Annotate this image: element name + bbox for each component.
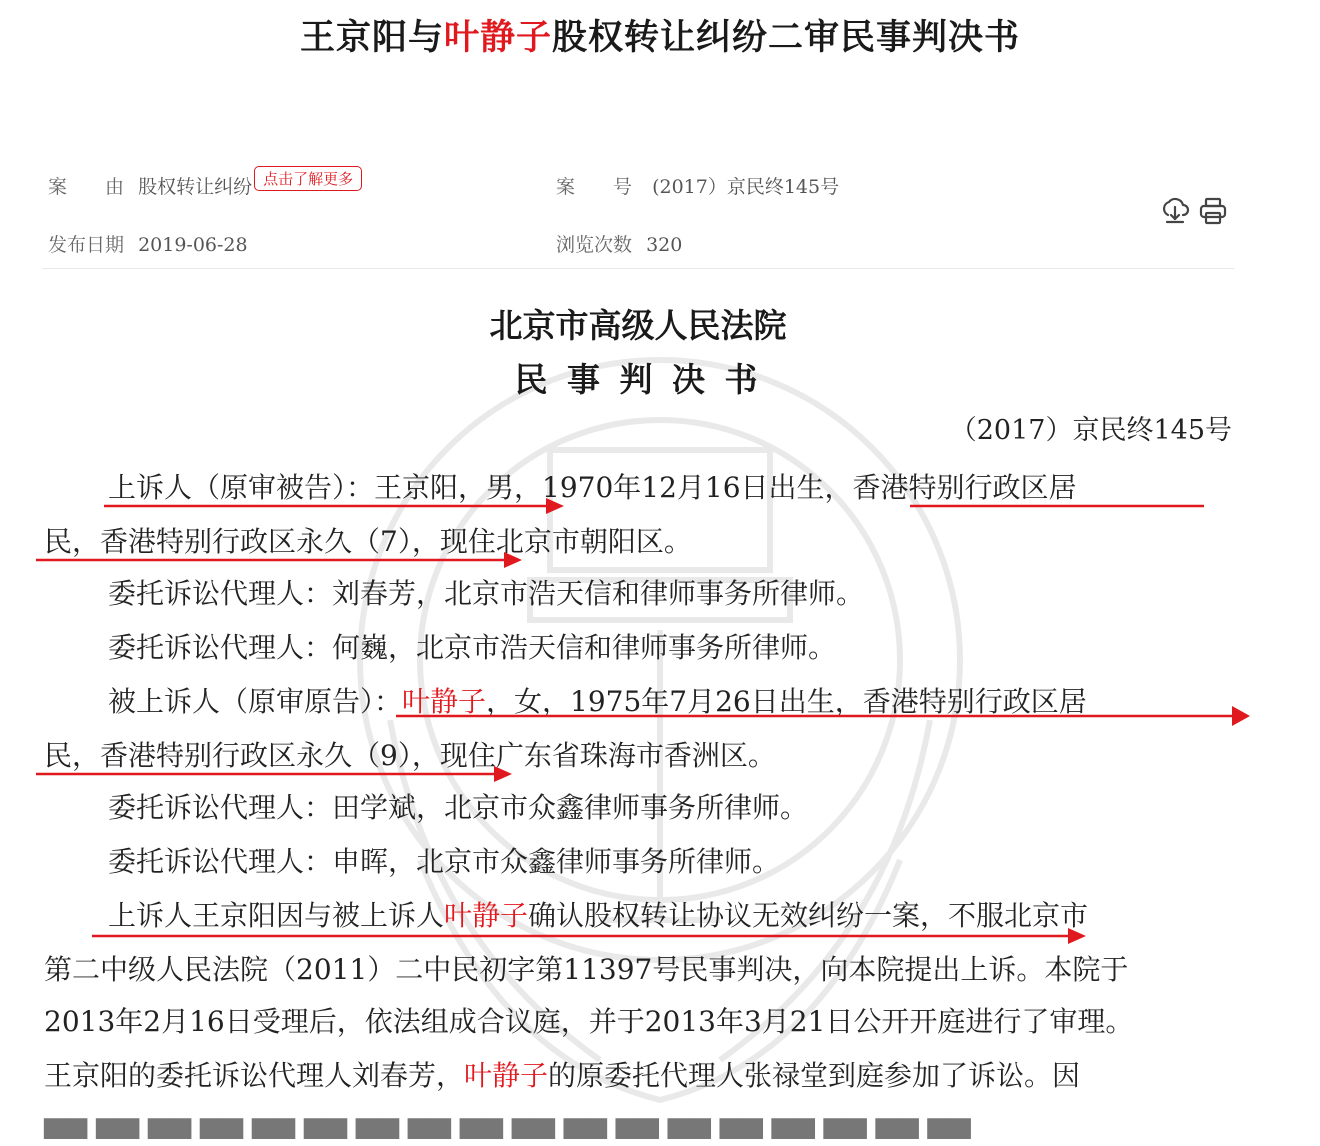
annotation-arrowhead-6 <box>494 766 512 782</box>
body-line-6: 民，香港特别行政区永久（9），现住广东省珠海市香洲区。 <box>44 739 776 772</box>
body-line-3: 委托诉讼代理人：刘春芳，北京市浩天信和律师事务所律师。 <box>108 577 865 610</box>
body-line-7: 委托诉讼代理人：田学斌，北京市众鑫律师事务所律师。 <box>108 791 809 824</box>
body-line-4: 委托诉讼代理人：何巍，北京市浩天信和律师事务所律师。 <box>108 631 837 664</box>
learn-more-button[interactable]: 点击了解更多 <box>254 166 362 191</box>
appellee-label: 被上诉人（原审原告）： <box>108 685 403 718</box>
title-part2: 股权转让纠纷二审民事判决书 <box>552 18 1021 58</box>
court-name: 北京市高级人民法院 <box>489 306 787 345</box>
title-name: 叶静子 <box>443 18 552 58</box>
body-line-8: 委托诉讼代理人：申晖，北京市众鑫律师事务所律师。 <box>108 845 781 878</box>
body-line-1: 上诉人（原审被告）：王京阳，男，1970年12月16日出生，香港特别行政区居 <box>108 471 1077 504</box>
annotation-arrowhead-5 <box>1232 706 1250 726</box>
agent-name: 叶静子 <box>464 1059 549 1092</box>
caseno-label: 案 号 <box>556 176 633 198</box>
views-label: 浏览次数 <box>556 234 633 256</box>
body-line-11: 2013年2月16日受理后，依法组成合议庭，并于2013年3月21日公开开庭进行了审理。 <box>44 1005 1134 1038</box>
body-line-10: 第二中级人民法院（2011）二中民初字第11397号民事判决，向本院提出上诉。本院于 <box>44 953 1129 986</box>
date-label: 发布日期 <box>48 234 125 256</box>
annotation-arrowhead-9 <box>1068 928 1086 944</box>
appellee-name: 叶静子 <box>402 685 487 718</box>
title-part1: 王京阳与 <box>299 18 444 58</box>
case-intro-rest: 确认股权转让协议无效纠纷一案，不服北京市 <box>528 899 1089 932</box>
annotation-arrowhead-1 <box>546 498 564 514</box>
date-value: 2019-06-28 <box>138 234 248 256</box>
body-line-13-cropped: ▅▅ ▅▅ ▅▅ ▅▅ ▅▅ ▅▅ ▅▅ ▅▅ ▅▅ ▅▅ ▅▅ ▅▅ ▅▅ ▅▅ ▅▅ ▅▅ ▅▅ ▅▅ <box>44 1106 971 1139</box>
agent-rest: 的原委托代理人张禄堂到庭参加了诉讼。因 <box>548 1059 1081 1092</box>
cause-label: 案 由 <box>48 176 125 198</box>
document-case-number: （2017）京民终145号 <box>949 415 1232 446</box>
case-intro: 上诉人王京阳因与被上诉人 <box>108 899 445 932</box>
cause-value: 股权转让纠纷 <box>138 176 253 198</box>
caseno-value: (2017）京民终145号 <box>652 176 840 198</box>
body-line-2: 民，香港特别行政区永久（7），现住北京市朝阳区。 <box>44 525 692 558</box>
views-value: 320 <box>646 234 683 256</box>
document-type: 民 事 判 决 书 <box>514 360 762 399</box>
agent-text: 王京阳的委托诉讼代理人刘春芳， <box>44 1059 465 1092</box>
case-intro-name: 叶静子 <box>444 899 529 932</box>
appellee-details: ，女，1975年7月26日出生，香港特别行政区居 <box>486 685 1087 718</box>
annotation-arrowhead-2 <box>504 552 522 568</box>
